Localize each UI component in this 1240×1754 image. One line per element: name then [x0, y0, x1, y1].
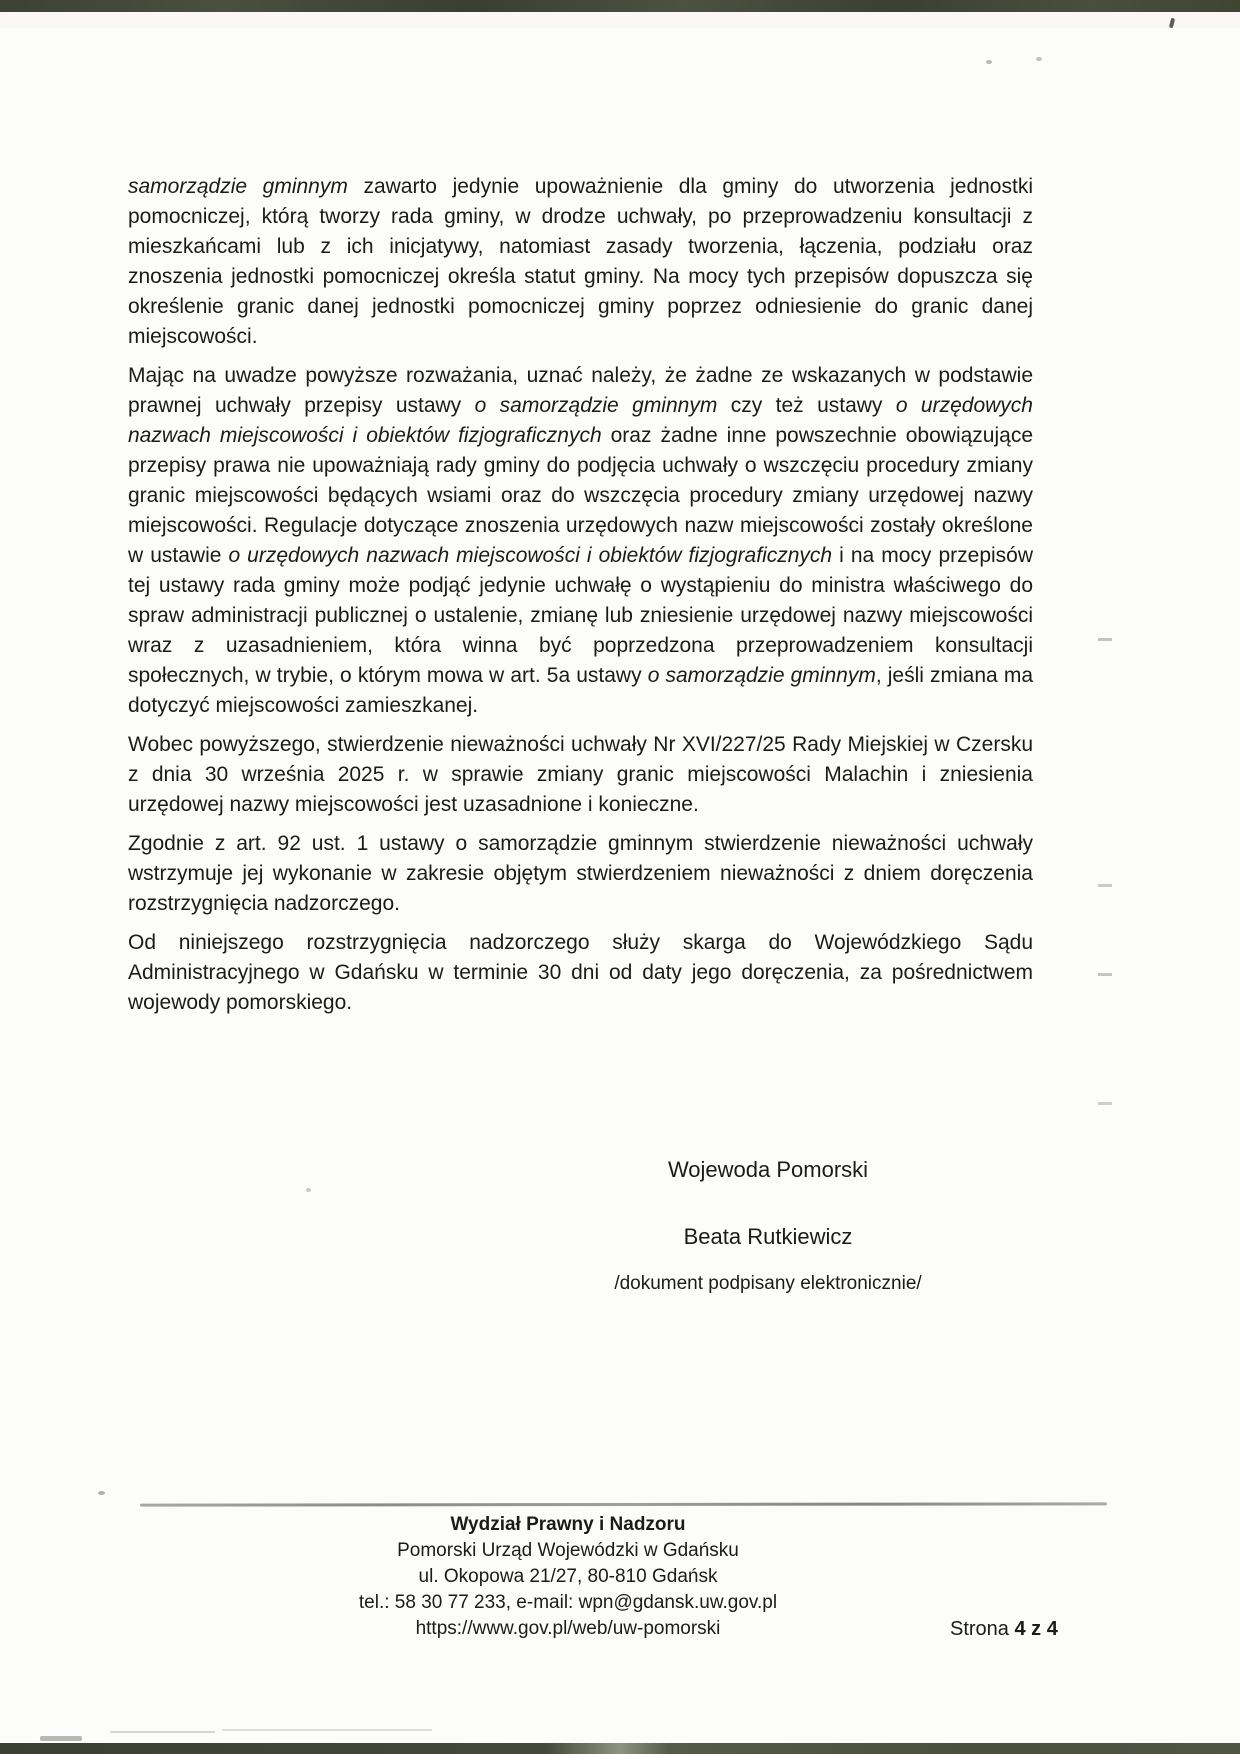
page-number [950, 1618, 1058, 1641]
footer-block [68, 1512, 1068, 1642]
text-segment: Zgodnie z art. 92 ust. 1 ustawy o samorządzie gminnym stwierdzenie nieważności uchwały wstrzymuje jej wykonanie w zakresie objętym stwierdzeniem nieważności z dniem doręczenia rozstrzygnięcia nadzorczego. [128, 832, 1033, 915]
scan-tint-band [0, 12, 1240, 28]
law-title: o urzędowych nazwach miejscowości i obiektów fizjograficznych [128, 394, 1033, 447]
footer-department: Wydział Prawny i Nadzoru [450, 1514, 686, 1535]
scan-artifact [222, 1729, 432, 1731]
scan-artifact [986, 60, 992, 64]
footer-contact: tel.: 58 30 77 233, e-mail: wpn@gdansk.uw.gov.pl [358, 1592, 778, 1613]
body-paragraph [128, 361, 1033, 721]
text-segment: Mając na uwadze powyższe rozważania, uznać należy, że żadne ze wskazanych w podstawie prawnej uchwały przepisy ustawy [128, 364, 1033, 417]
signer-title: Wojewoda Pomorski [667, 1157, 869, 1182]
electronic-signature-note: /dokument podpisany elektronicznie/ [614, 1273, 922, 1294]
text-segment: Od niniejszego rozstrzygnięcia nadzorczego służy skarga do Wojewódzkiego Sądu Administracyjnego w Gdańsku w terminie 30 dni od daty jego doręczenia, za pośrednictwem wojewody pomorskiego. [128, 931, 1033, 1014]
law-title: o urzędowych nazwach miejscowości i obiektów fizjograficznych [228, 544, 833, 567]
scan-artifact [1036, 57, 1042, 61]
scan-artifact [1098, 973, 1112, 976]
scan-artifact [306, 1188, 311, 1192]
scan-artifact [1098, 1102, 1112, 1105]
text-segment: oraz żadne inne powszechnie obowiązujące przepisy prawa nie upoważniają rady gminy do podjęcia uchwały o wszczęciu procedury zmiany granic miejscowości będących wsiami oraz do wszczęcia procedury zmiany urzędowej nazwy miejscowości. Regulacje dotyczące znoszenia urzędowych nazw miejscowości zostały określone w ustawie [128, 424, 1034, 567]
scan-artifact [98, 1491, 105, 1495]
law-title: samorządzie gminnym [128, 175, 348, 198]
scan-artifact [110, 1731, 215, 1733]
footer-office: Pomorski Urząd Wojewódzki w Gdańsku [397, 1540, 739, 1561]
signer-name: Beata Rutkiewicz [683, 1224, 853, 1249]
signature-block [518, 1157, 1018, 1295]
footer-address: ul. Okopowa 21/27, 80-810 Gdańsk [418, 1566, 718, 1587]
scan-artifact [40, 1736, 82, 1741]
body-paragraph [128, 730, 1033, 820]
body-paragraph [128, 172, 1033, 352]
text-segment: , jeśli zmiana ma dotyczyć miejscowości zamieszkanej. [128, 664, 1033, 717]
body-paragraph [128, 829, 1033, 919]
scan-edge-bar-top [0, 0, 1240, 12]
footer-divider [140, 1502, 1107, 1506]
text-segment: czy też ustawy [717, 394, 896, 417]
law-title: o samorządzie gminnym [647, 664, 876, 687]
scan-artifact [1098, 884, 1112, 887]
scan-edge-bar-bottom [0, 1743, 1240, 1754]
body-paragraph [128, 928, 1033, 1018]
text-segment: Wobec powyższego, stwierdzenie nieważności uchwały Nr XVI/227/25 Rady Miejskiej w Czersku z dnia 30 września 2025 r. w sprawie zmiany granic miejscowości Malachin i zniesienia urzędowej nazwy miejscowości jest uzasadnione i konieczne. [128, 733, 1033, 816]
footer-website: https://www.gov.pl/web/uw-pomorski [415, 1618, 721, 1639]
page-number-value: 4 z 4 [1014, 1618, 1058, 1640]
text-segment: i na mocy przepisów tej ustawy rada gminy może podjąć jedynie uchwałę o wystąpieniu do ministra właściwego do spraw administracji publicznej o ustalenie, zmianę lub zniesienie urzędowej nazwy miejscowości wraz z uzasadnieniem, która winna być poprzedzona przeprowadzeniem konsultacji społecznych, w trybie, o którym mowa w art. 5a ustawy [128, 544, 1034, 687]
law-title: o samorządzie gminnym [474, 394, 718, 417]
text-segment: zawarto jedynie upoważnienie dla gminy do utworzenia jednostki pomocniczej, którą tworzy rada gminy, w drodze uchwały, po przeprowadzeniu konsultacji z mieszkańcami lub z ich inicjatywy, natomiast zasady tworzenia, łączenia, podziału oraz znoszenia jednostki pomocniczej określa statut gminy. Na mocy tych przepisów dopuszcza się określenie granic danej jednostki pomocniczej gminy poprzez odniesienie do granic danej miejscowości. [128, 175, 1033, 348]
document-body [128, 172, 1033, 1027]
scan-artifact [1098, 638, 1112, 641]
page-number-prefix: Strona [950, 1618, 1015, 1640]
